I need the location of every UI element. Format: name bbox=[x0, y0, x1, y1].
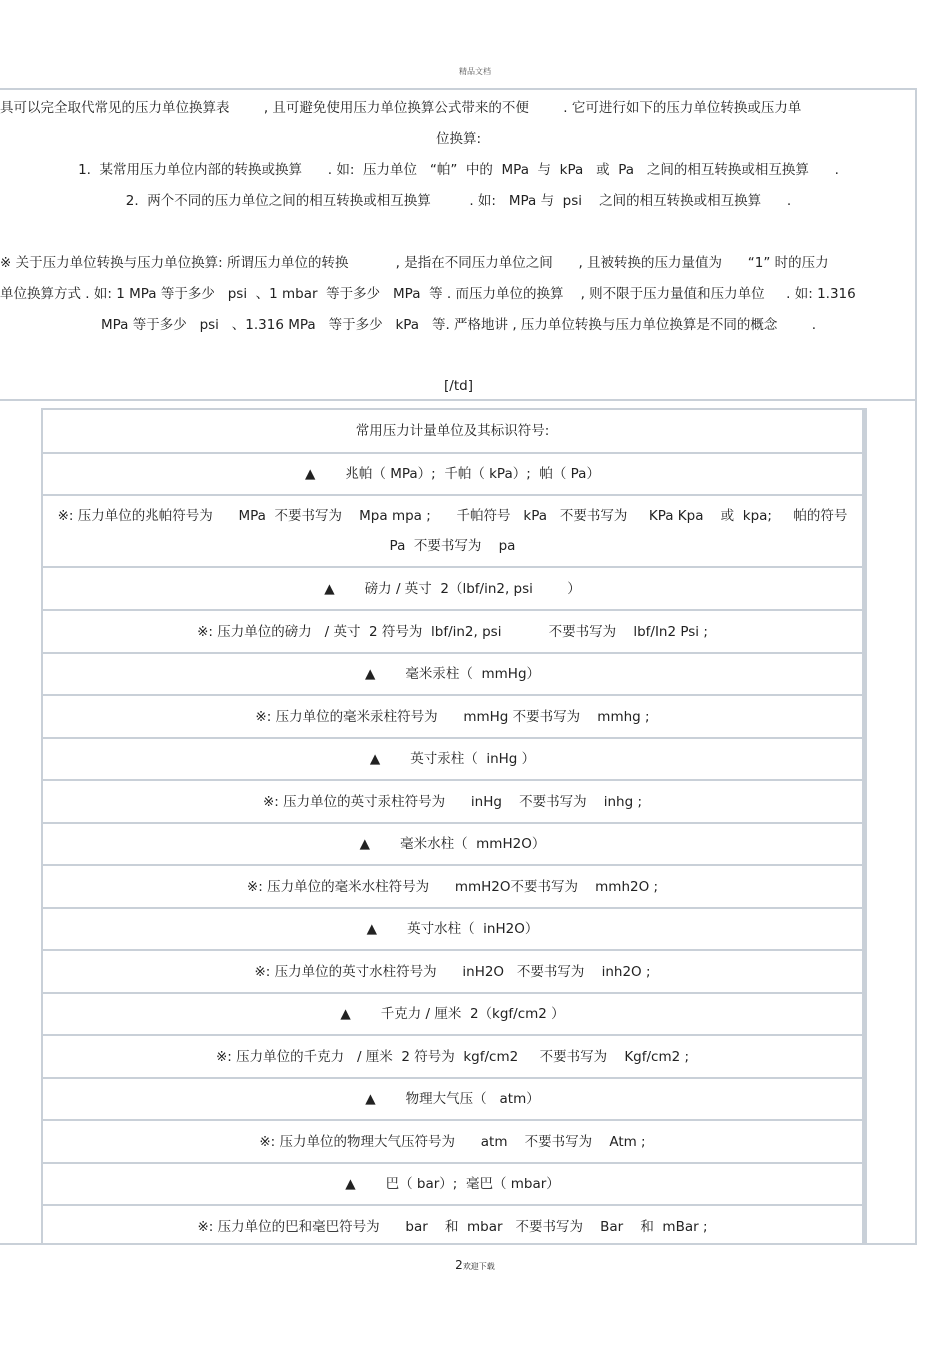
unit-row: ▲ 毫米汞柱（ mmHg） bbox=[43, 654, 865, 696]
note-row: ※: 压力单位的毫米水柱符号为 mmH2O不要书写为 mmh2O ; bbox=[43, 866, 865, 909]
note-row: ※: 压力单位的磅力 / 英寸 2 符号为 lbf/in2, psi 不要书写为 lbf/In2 Psi ; bbox=[43, 611, 865, 654]
page-number: 2 bbox=[455, 1258, 463, 1272]
intro-line: MPa 等于多少 psi 、1.316 MPa 等于多少 kPa 等. 严格地讲 , 压力单位转换与压力单位换算是不同的概念 . bbox=[100, 317, 817, 333]
intro-section bbox=[0, 88, 917, 401]
unit-row: ▲ 英寸水柱（ inH2O） bbox=[43, 909, 865, 951]
unit-row: ▲ 磅力 / 英寸 2（lbf/in2, psi ） bbox=[43, 568, 865, 611]
intro-line: 2. 两个不同的压力单位之间的相互转换或相互换算 . 如: MPa 与 psi 之间的相互转换或相互换算 . bbox=[125, 193, 792, 209]
intro-line: 位换算: bbox=[435, 131, 482, 147]
unit-row: ▲ 英寸汞柱（ inHg ） bbox=[43, 739, 865, 781]
page-footer bbox=[0, 1258, 950, 1272]
header-mark: 精品文档 bbox=[459, 67, 491, 76]
note-row: ※: 压力单位的千克力 / 厘米 2 符号为 kgf/cm2 不要书写为 Kgf/cm2 ; bbox=[43, 1036, 865, 1079]
note-row: ※: 压力单位的英寸汞柱符号为 inHg 不要书写为 inhg ; bbox=[43, 781, 865, 824]
note-row: ※: 压力单位的英寸水柱符号为 inH2O 不要书写为 inh2O ; bbox=[43, 951, 865, 994]
intro-line: 具可以完全取代常见的压力单位换算表 , 且可避免使用压力单位换算公式带来的不便 . 它可进行如下的压力单位转换或压力单 bbox=[0, 100, 802, 116]
unit-row: ▲ 巴（ bar）; 毫巴（ mbar） bbox=[43, 1164, 865, 1206]
unit-row: ▲ 毫米水柱（ mmH2O） bbox=[43, 824, 865, 866]
intro-line: 1. 某常用压力单位内部的转换或换算 . 如: 压力单位 “帕” 中的 MPa 与 kPa 或 Pa 之间的相互转换或相互换算 . bbox=[78, 162, 839, 178]
unit-row: ▲ 物理大气压（ atm） bbox=[43, 1079, 865, 1121]
note-row: ※: 压力单位的巴和毫巴符号为 bar 和 mbar 不要书写为 Bar 和 mBar ; bbox=[43, 1206, 865, 1245]
note-row: ※: 压力单位的物理大气压符号为 atm 不要书写为 Atm ; bbox=[43, 1121, 865, 1164]
intro-line: [/td] bbox=[444, 378, 473, 394]
intro-line: ※ 关于压力单位转换与压力单位换算: 所谓压力单位的转换 , 是指在不同压力单位之间 , 且被转换的压力量值为 “1” 时的压力 bbox=[0, 255, 829, 271]
units-table bbox=[41, 408, 867, 1245]
note-row: ※: 压力单位的毫米汞柱符号为 mmHg 不要书写为 mmhg ; bbox=[43, 696, 865, 739]
intro-line: 单位换算方式 . 如: 1 MPa 等于多少 psi 、1 mbar 等于多少 MPa 等 . 而压力单位的换算 , 则不限于压力量值和压力单位 . 如: 1.316 bbox=[0, 286, 856, 302]
unit-row: ▲ 千克力 / 厘米 2（kgf/cm2 ） bbox=[43, 994, 865, 1036]
note-row: ※: 压力单位的兆帕符号为 MPa 不要书写为 Mpa mpa ; 千帕符号 kPa 不要书写为 KPa Kpa 或 kpa; 帕的符号 Pa 不要书写为 pa bbox=[43, 496, 865, 568]
footer-note: 欢迎下载 bbox=[462, 1262, 495, 1271]
unit-row: ▲ 兆帕（ MPa）; 千帕（ kPa）; 帕（ Pa） bbox=[43, 454, 865, 496]
table-heading-row: 常用压力计量单位及其标识符号: bbox=[43, 410, 865, 454]
